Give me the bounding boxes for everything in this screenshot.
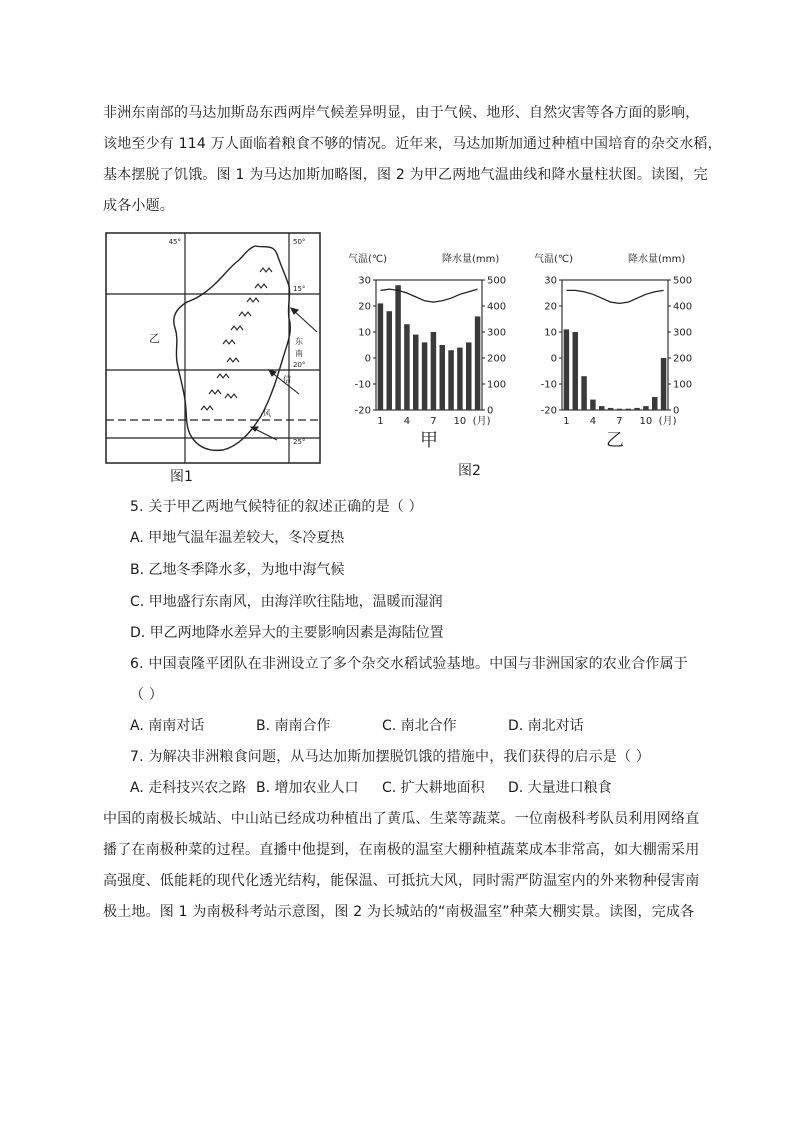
intro-line-3: 基本摆脱了饥饿。图 1 为马达加斯加略图，图 2 为甲乙两地气温曲线和降水量柱状图。读图，完 [103,167,708,183]
yi-precip-bar-3 [581,376,586,410]
q7-option-c[interactable]: C. 扩大耕地面积 [382,780,485,796]
q6-stem-bracket: （ ） [130,687,164,703]
q5-option-b[interactable]: B. 乙地冬季降水多，为地中海气候 [130,562,345,578]
yi-precip-tick-label: 0 [673,405,680,417]
jia-temp-line [380,289,477,302]
yi-precip-bar-5 [599,406,604,410]
jia-precip-bar-3 [395,285,400,410]
intro-line-4: 成各小题。 [103,198,174,214]
yi-precip-bar-6 [608,408,613,410]
jia-precip-tick-label: 400 [487,301,507,313]
outro-line-3: 高强度、低能耗的现代化透光结构，能保温、可抵抗大风，同时需严防温室内的外来物种侵害南 [103,873,700,889]
intro-line-1: 非洲东南部的马达加斯岛东西两岸气候差异明显，由于气候、地形、自然灾害等各方面的影响， [103,105,700,121]
jia-precip-bar-6 [422,342,427,410]
yi-precip-bar-1 [564,329,569,410]
wind-char-1: 东 [295,337,303,346]
q5-option-c[interactable]: C. 甲地盛行东南风，由海洋吹往陆地，温暖而湿润 [130,594,443,610]
yi-precip-tick-label: 500 [673,275,693,287]
yi-month-tick-label: 7 [616,416,623,427]
yi-precip-bar-12 [661,358,666,410]
q7-option-d[interactable]: D. 大量进口粮食 [508,780,612,796]
jia-precip-bar-2 [387,311,392,410]
jia-precip-bar-7 [431,332,436,410]
yi-month-tick-label: 10 [639,416,653,427]
yi-precip-bar-4 [590,400,595,410]
lon-45-label: 45° [168,238,181,246]
jia-precip-tick-label: 300 [487,327,507,339]
yi-temp-tick-label: -10 [540,379,557,391]
yi-precip-bar-2 [573,332,578,410]
wind-char-2: 南 [295,349,303,358]
q7-option-b[interactable]: B. 增加农业人口 [256,780,359,796]
q6-stem: 6. 中国袁隆平团队在非洲设立了多个杂交水稻试验基地。中国与非洲国家的农业合作属于 [130,656,689,672]
jia-precip-bar-8 [440,345,445,410]
yi-temp-tick-label: 20 [544,301,557,313]
yi-precip-tick-label: 100 [673,379,693,391]
jia-temp-tick-label: 0 [364,353,371,365]
figure-1-caption: 图1 [170,469,193,485]
q7-stem: 7. 为解决非洲粮食问题，从马达加斯加摆脱饥饿的措施中，我们获得的启示是（ ） [130,749,651,765]
q7-option-a[interactable]: A. 走科技兴农之路 [130,780,247,796]
jia-temp-tick-label: -20 [354,405,371,417]
jia-precip-tick-label: 200 [487,353,507,365]
yi-precip-bar-10 [643,406,648,410]
yi-precip-bar-9 [634,408,639,410]
yi-temp-tick-label: -20 [540,405,557,417]
jia-month-tick-label: 7 [430,416,437,427]
q6-option-a[interactable]: A. 南南对话 [130,718,205,734]
yi-temp-tick-label: 30 [544,275,557,287]
jia-precip-tick-label: 0 [487,405,494,417]
jia-temp-tick-label: 10 [358,327,371,339]
yi-month-tick-label: 4 [589,416,597,427]
jia-precip-bar-11 [466,342,471,410]
yi-precip-bar-7 [617,409,622,410]
climate-chart-yi [532,244,700,452]
yi-precip-tick-label: 200 [673,353,693,365]
jia-month-tick-label: 4 [403,416,411,427]
figure-2-caption: 图2 [458,463,481,479]
climate-chart-jia [346,244,514,452]
yi-temp-tick-label: 10 [544,327,557,339]
yi-precip-axis-title: 降水量(mm) [628,254,686,265]
jia-temp-tick-label: 20 [358,301,371,313]
lat-15-label: 15° [293,285,306,293]
yi-month-unit-label: (月) [658,416,677,427]
yi-precip-tick-label: 300 [673,327,693,339]
jia-temp-tick-label: -10 [354,379,371,391]
jia-precip-tick-label: 100 [487,379,507,391]
yi-temp-line [566,290,663,303]
q5-option-d[interactable]: D. 甲乙两地降水差异大的主要影响因素是海陆位置 [130,625,444,641]
jia-chart-title: 甲 [420,430,438,451]
jia-precip-bar-12 [475,316,480,410]
jia-precip-bar-10 [457,348,462,410]
lat-20-label: 20° [293,361,306,369]
outro-line-4: 极土地。图 1 为南极科考站示意图，图 2 为长城站的“南极温室”种菜大棚实景。读图，完成各 [103,904,695,920]
q6-option-c[interactable]: C. 南北合作 [382,718,457,734]
jia-precip-axis-title: 降水量(mm) [442,254,500,265]
jia-precip-bar-1 [378,303,383,410]
q6-option-d[interactable]: D. 南北对话 [508,718,584,734]
yi-precip-bar-11 [652,397,657,410]
yi-month-tick-label: 1 [563,416,570,427]
q6-option-b[interactable]: B. 南南合作 [256,718,331,734]
yi-precip-tick-label: 400 [673,301,693,313]
q5-stem: 5. 关于甲乙两地气候特征的叙述正确的是（ ） [130,499,423,515]
outro-line-2: 播了在南极种菜的过程。直播中他提到，在南极的温室大棚种植蔬菜成本非常高，如大棚需采用 [103,842,700,858]
wind-char-3: 信 [283,375,291,384]
yi-chart-title: 乙 [606,430,624,451]
intro-line-2: 该地至少有 114 万人面临着粮食不够的情况。近年来，马达加斯加通过种植中国培育的杂交水稻， [103,136,722,152]
jia-precip-bar-9 [448,350,453,410]
yi-temp-tick-label: 0 [550,353,557,365]
q5-option-a[interactable]: A. 甲地气温年温差较大，冬冷夏热 [130,530,345,546]
jia-precip-bar-4 [404,324,409,410]
jia-precip-bar-5 [413,335,418,410]
yi-temp-axis-title: 气温(℃) [534,254,574,265]
yi-precip-bar-8 [626,409,631,410]
lat-25-label: 25° [293,438,306,446]
jia-month-unit-label: (月) [472,416,491,427]
jia-month-tick-label: 10 [453,416,467,427]
madagascar-map [105,232,321,464]
wind-char-4: 风 [263,409,271,418]
jia-precip-tick-label: 500 [487,275,507,287]
outro-line-1: 中国的南极长城站、中山站已经成功种植出了黄瓜、生菜等蔬菜。一位南极科考队员利用网络直 [103,811,700,827]
place-yi-label: 乙 [149,332,160,345]
jia-temp-axis-title: 气温(℃) [348,254,388,265]
jia-temp-tick-label: 30 [358,275,371,287]
lon-50-label: 50° [293,238,306,246]
jia-month-tick-label: 1 [377,416,384,427]
